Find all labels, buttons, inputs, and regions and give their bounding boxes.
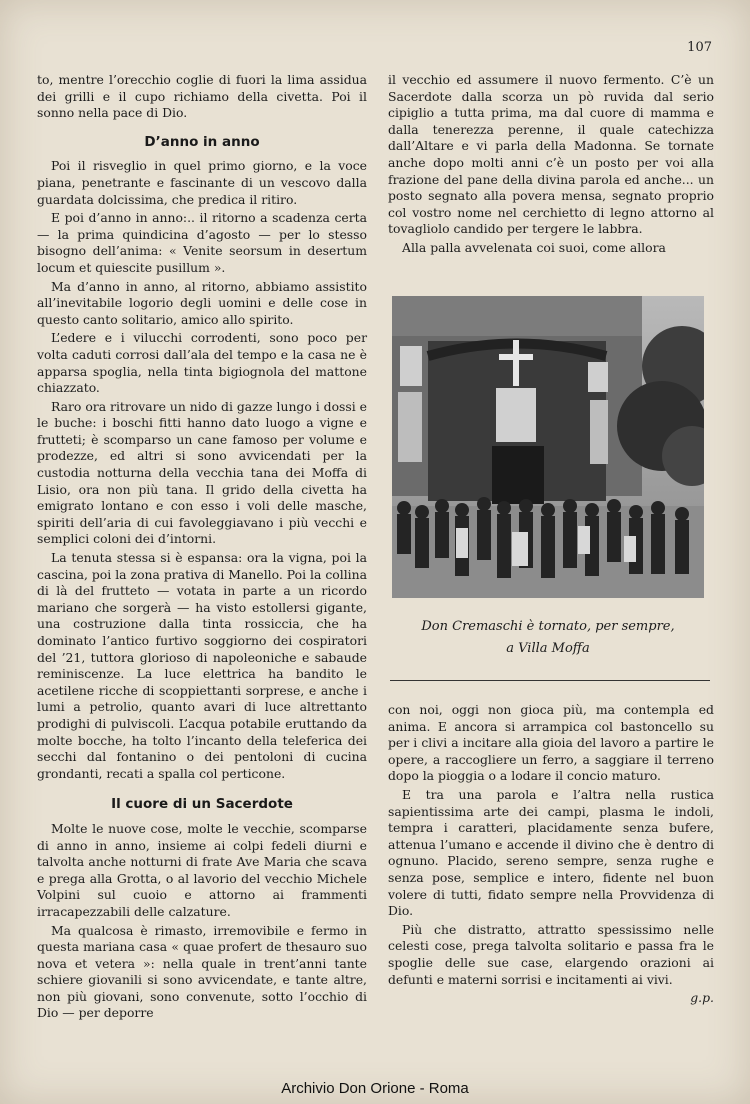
signature: g.p. — [690, 990, 714, 1006]
divider — [390, 680, 710, 681]
right-column-top — [388, 72, 714, 259]
paragraph: L’edere e i vilucchi corrodenti, sono poco per volta caduti corrosi dall’ala del tempo e la casa ne è apparsa spoglia, nella tinta bigiognola del mattone chiazzato. — [37, 330, 367, 396]
left-column — [37, 72, 367, 1024]
section-heading-danno-in-anno: D’anno in anno — [144, 133, 260, 150]
right-column-bottom — [388, 702, 714, 1009]
section-heading-cuore-sacerdote: Il cuore di un Sacerdote — [111, 796, 293, 813]
paragraph: E poi d’anno in anno:.. il ritorno a scadenza certa — la prima quindicina d’agosto — per lo stesso bisogno dell’anima: « Venite seorsum in desertum locum et quiescite pusillum ». — [37, 210, 367, 275]
paragraph: E tra una parola e l’altra nella rustica sapientissima arte dei campi, plasma le indoli, tempra i caratteri, placidamente senza bufere, attenua l’umano e accende il divino che è dentro di ognuno. Placido, sereno sempre, senza rughe e senza pose, semplice e intero, fidente nel buon volere di tutti, fidato sempre nella Provvidenza di Dio. — [388, 786, 714, 919]
paragraph: Poi il risveglio in quel primo giorno, e la voce piana, penetrante e fascinante di un vescovo dalla guardata dolcissima, che predica il ritiro. — [37, 158, 367, 207]
paragraph: il vecchio ed assumere il nuovo fermento. C’è un Sacerdote dalla scorza un pò ruvida dal serio cipiglio a tutta prima, ma dal cuore di mamma e dalla tenerezza perenne, il quale catechizza dall’Altare e vi parla della Madonna. Se tornate anche dopo molti anni c’è un posto per voi alla frazione del pane della divina parola ed anche... un posto segnato alla povera mensa, segnato proprio col vostro nome nel cerchietto di legno attorno al tovagliolo candido per tergere le labbra. — [388, 72, 714, 237]
caption-line: Don Cremaschi è tornato, per sempre, — [421, 619, 675, 634]
paragraph: Alla palla avvelenata coi suoi, come allora — [402, 239, 666, 255]
paragraph: con noi, oggi non gioca più, ma contempla ed anima. E ancora si arrampica col bastoncello su per i clivi a incitare alla gioia del lavoro a partire le opere, a raccogliere un ferro, a saggiare il terreno dopo la pioggia o a lodare il concio maturo. — [388, 702, 714, 784]
photo-illustration — [392, 296, 704, 598]
paragraph: Più che distratto, attratto spessissimo nelle celesti cose, prega talvolta solitario e passa fra le spoglie delle sue case, elargendo orazioni ai defunti e materni sorrisi e incitamenti ai vivi. — [388, 921, 714, 987]
paragraph: La tenuta stessa si è espansa: ora la vigna, poi la cascina, poi la zona prativa di Manello. Poi la collina di là del frutteto — votata in parte a un ricordo mariano che sorgerà — ha visto estollersi gigante, una costruzione dalla tinta rossiccia, che ha dominato l’antico furtivo soggiorno dei cospiratori del ’21, tuttora glorioso di napoleoniche e sabaude reminiscenze. La luce elettrica ha bandito le acetilene ricche di scoppiettanti sorprese, e anche i lumi a petrolio, quanto avari di luce altrettanto prodighi di pulviscoli. L’acqua potabile eruttando da molte bocche, ha tolto l’incanto della teleferica dei secchi dal fontanino o dei pentoloni di cucina grondanti, recati a spalla col perticone. — [37, 550, 367, 781]
archive-footer: Archivio Don Orione - Roma — [281, 1080, 469, 1097]
caption-line: a Villa Moffa — [506, 641, 590, 656]
photo-villa-moffa-crowd — [392, 296, 704, 598]
page-number: 107 — [687, 40, 712, 55]
paragraph: Molte le nuove cose, molte le vecchie, scomparse di anno in anno, insieme ai colpi fedeli diurni e talvolta anche notturni di frate Ave Maria che scava e prega alla Grotta, o al lavorio del vecchio Michele Volpini sul cuoio e attorno ai frammenti irracapezzabili delle calzature. — [37, 820, 367, 919]
photo-caption — [392, 616, 704, 660]
intro-paragraph: to, mentre l’orecchio coglie di fuori la lima assidua dei grilli e il cupo richiamo della civetta. Poi il sonno nella pace di Dio. — [37, 72, 367, 121]
paragraph: Ma qualcosa è rimasto, irremovibile e fermo in questa mariana casa « quae profert de thesauro suo nova et vetera »: nella quale in trent’anni tante schiere giovanili si sono avvicendate, e tante altre, non più giovani, sono convenute, sotto l’occhio di Dio — per deporre — [37, 922, 367, 1021]
paragraph: Ma d’anno in anno, al ritorno, abbiamo assistito all’inevitabile logorio degli uomini e delle cose in questo canto solitario, amico allo spirito. — [37, 278, 367, 327]
paragraph: Raro ora ritrovare un nido di gazze lungo i dossi e le buche: i boschi fitti hanno dato luogo a vigne e frutteti; è scomparso un cane famoso per volume e prodezze, ed altri si sono avvicendati per la custodia notturna della vecchia tana dei Moffa di Lisio, ora non più tana. Il grido della civetta ha emigrato lontano e con esso i voli delle masche, spiriti dell’aria di cui favoleggiavano i più vecchi e semplici coloni dei d’intorni. — [37, 398, 368, 547]
